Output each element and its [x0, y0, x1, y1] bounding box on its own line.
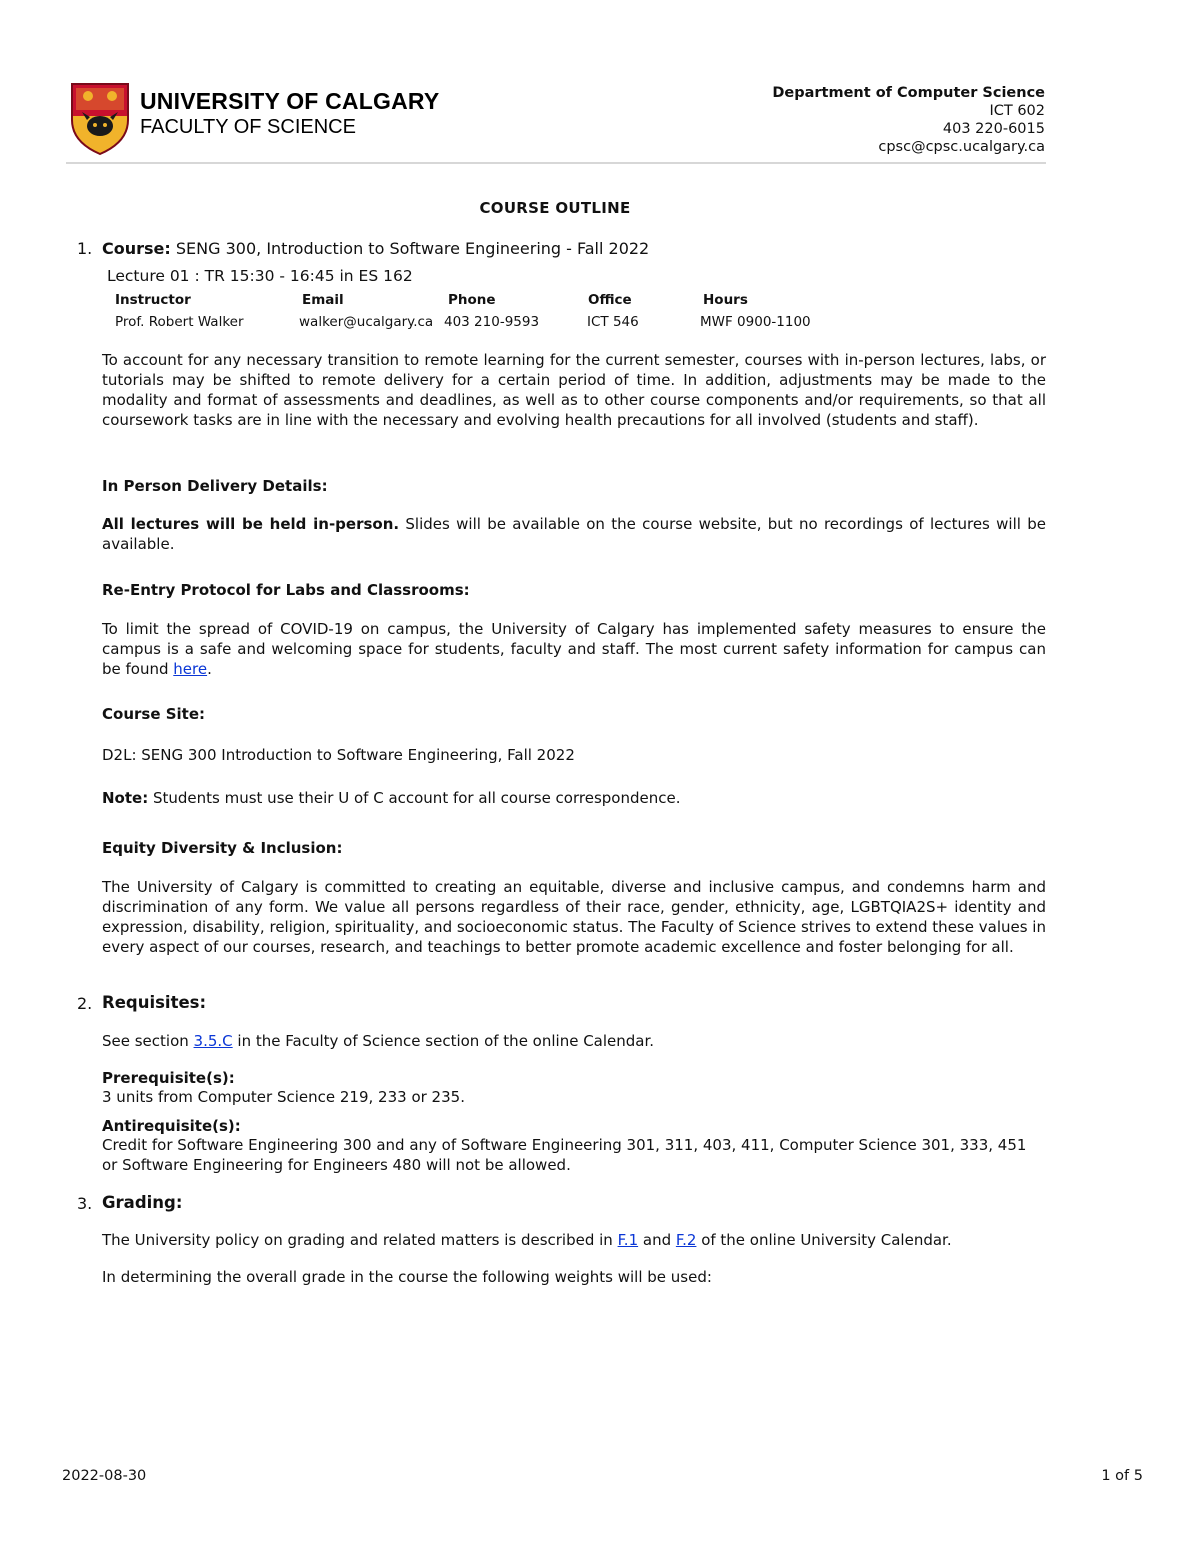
note-label: Note:	[102, 789, 149, 807]
policy-end: of the online University Calendar.	[696, 1231, 952, 1249]
reentry-heading: Re-Entry Protocol for Labs and Classrooms:	[102, 581, 470, 599]
note-text: Students must use their U of C account for all course correspondence.	[148, 789, 681, 807]
table-header-email: Email	[302, 292, 344, 308]
header-divider	[66, 162, 1046, 164]
page-number: 1 of 5	[1101, 1468, 1143, 1484]
table-header-office: Office	[588, 292, 632, 308]
safety-info-link[interactable]: here	[173, 660, 208, 678]
see-text: See section	[102, 1032, 194, 1050]
department-name: Department of Computer Science	[772, 85, 1045, 101]
table-cell-office: ICT 546	[587, 314, 639, 330]
remote-transition-paragraph: To account for any necessary transition to remote learning for the current semester, courses with in-person lectures, labs, or tutorials may be shifted to remote delivery for a certain period of time. In addition, adjustments may be made to the modality and format of assessments and deadlines, as well as to other course components and/or requirements, so that all coursework tasks are in line with the necessary and evolving health precautions for all involved (students and staff).	[102, 351, 1046, 429]
faculty-name: FACULTY OF SCIENCE	[140, 116, 356, 138]
calendar-f2-link[interactable]: F.2	[675, 1231, 697, 1249]
course-site-heading: Course Site:	[102, 705, 206, 723]
table-header-hours: Hours	[703, 292, 748, 308]
lecture-info: Lecture 01 : TR 15:30 - 16:45 in ES 162	[107, 267, 413, 285]
department-room: ICT 602	[989, 103, 1045, 119]
table-header-instructor: Instructor	[115, 292, 191, 308]
prerequisite-label: Prerequisite(s):	[102, 1069, 235, 1087]
prerequisite-text: 3 units from Computer Science 219, 233 or 235.	[102, 1088, 465, 1106]
antirequisite-text: Credit for Software Engineering 300 and any of Software Engineering 301, 311, 403, 411, Computer Science 301, 333, 451 or Software Engineering for Engineers 480 will not be allowed.	[102, 1136, 1027, 1174]
delivery-text: Slides will be available on the course website, but no recordings of lectures will be available.	[102, 515, 1046, 553]
grading-weights-text: In determining the overall grade in the course the following weights will be used:	[102, 1268, 712, 1286]
course-line	[102, 239, 1046, 259]
university-crest-logo	[70, 82, 130, 156]
reentry-text: To limit the spread of COVID-19 on campus, the University of Calgary has implemented safety measures to ensure the campus is a safe and welcoming space for students, faculty and staff. The most current safety information for campus can be found	[102, 620, 1046, 678]
page-title: COURSE OUTLINE	[479, 199, 631, 217]
section-3-number: 3.	[77, 1194, 93, 1213]
table-header-phone: Phone	[448, 292, 496, 308]
course-label: Course:	[102, 239, 171, 258]
delivery-heading: In Person Delivery Details:	[102, 477, 328, 495]
grading-policy-paragraph	[102, 1230, 1046, 1250]
antirequisite-label: Antirequisite(s):	[102, 1117, 241, 1135]
calendar-f1-link[interactable]: F.1	[617, 1231, 639, 1249]
department-contact	[772, 84, 1045, 156]
policy-mid: and	[638, 1231, 676, 1249]
section-2-number: 2.	[77, 994, 93, 1013]
section-1-number: 1.	[77, 239, 93, 258]
footer-date: 2022-08-30	[62, 1468, 147, 1484]
equity-heading: Equity Diversity & Inclusion:	[102, 839, 343, 857]
calendar-section-link[interactable]: 3.5.C	[193, 1032, 233, 1050]
table-cell-instructor: Prof. Robert Walker	[115, 314, 244, 330]
note-paragraph	[102, 788, 1046, 808]
requisites-see-paragraph	[102, 1031, 1046, 1051]
department-phone: 403 220-6015	[942, 121, 1045, 137]
university-name: UNIVERSITY OF CALGARY	[140, 88, 440, 114]
see-end: in the Faculty of Science section of the online Calendar.	[232, 1032, 655, 1050]
table-cell-email: walker@ucalgary.ca	[299, 314, 434, 330]
equity-paragraph: The University of Calgary is committed to creating an equitable, diverse and inclusive campus, and condemns harm and discrimination of any form. We value all persons regardless of their race, gender, ethnicity, age, LGBTQIA2S+ identity and expression, disability, religion, spirituality, and socioeconomic status. The Faculty of Science strives to extend these values in every aspect of our courses, research, and teachings to better promote academic excellence and foster belonging for all.	[102, 878, 1046, 956]
grading-heading: Grading:	[102, 1193, 183, 1212]
policy-text: The University policy on grading and related matters is described in	[102, 1231, 618, 1249]
course-site-text: D2L: SENG 300 Introduction to Software Engineering, Fall 2022	[102, 746, 575, 764]
delivery-bold-text: All lectures will be held in-person.	[102, 515, 400, 533]
table-cell-hours: MWF 0900-1100	[700, 314, 811, 330]
reentry-end: .	[207, 660, 212, 678]
department-email: cpsc@cpsc.ucalgary.ca	[878, 139, 1045, 155]
reentry-paragraph	[102, 619, 1046, 679]
requisites-heading: Requisites:	[102, 993, 207, 1012]
delivery-paragraph	[102, 514, 1046, 554]
course-text: SENG 300, Introduction to Software Engineering - Fall 2022	[170, 239, 650, 258]
table-cell-phone: 403 210-9593	[444, 314, 540, 330]
